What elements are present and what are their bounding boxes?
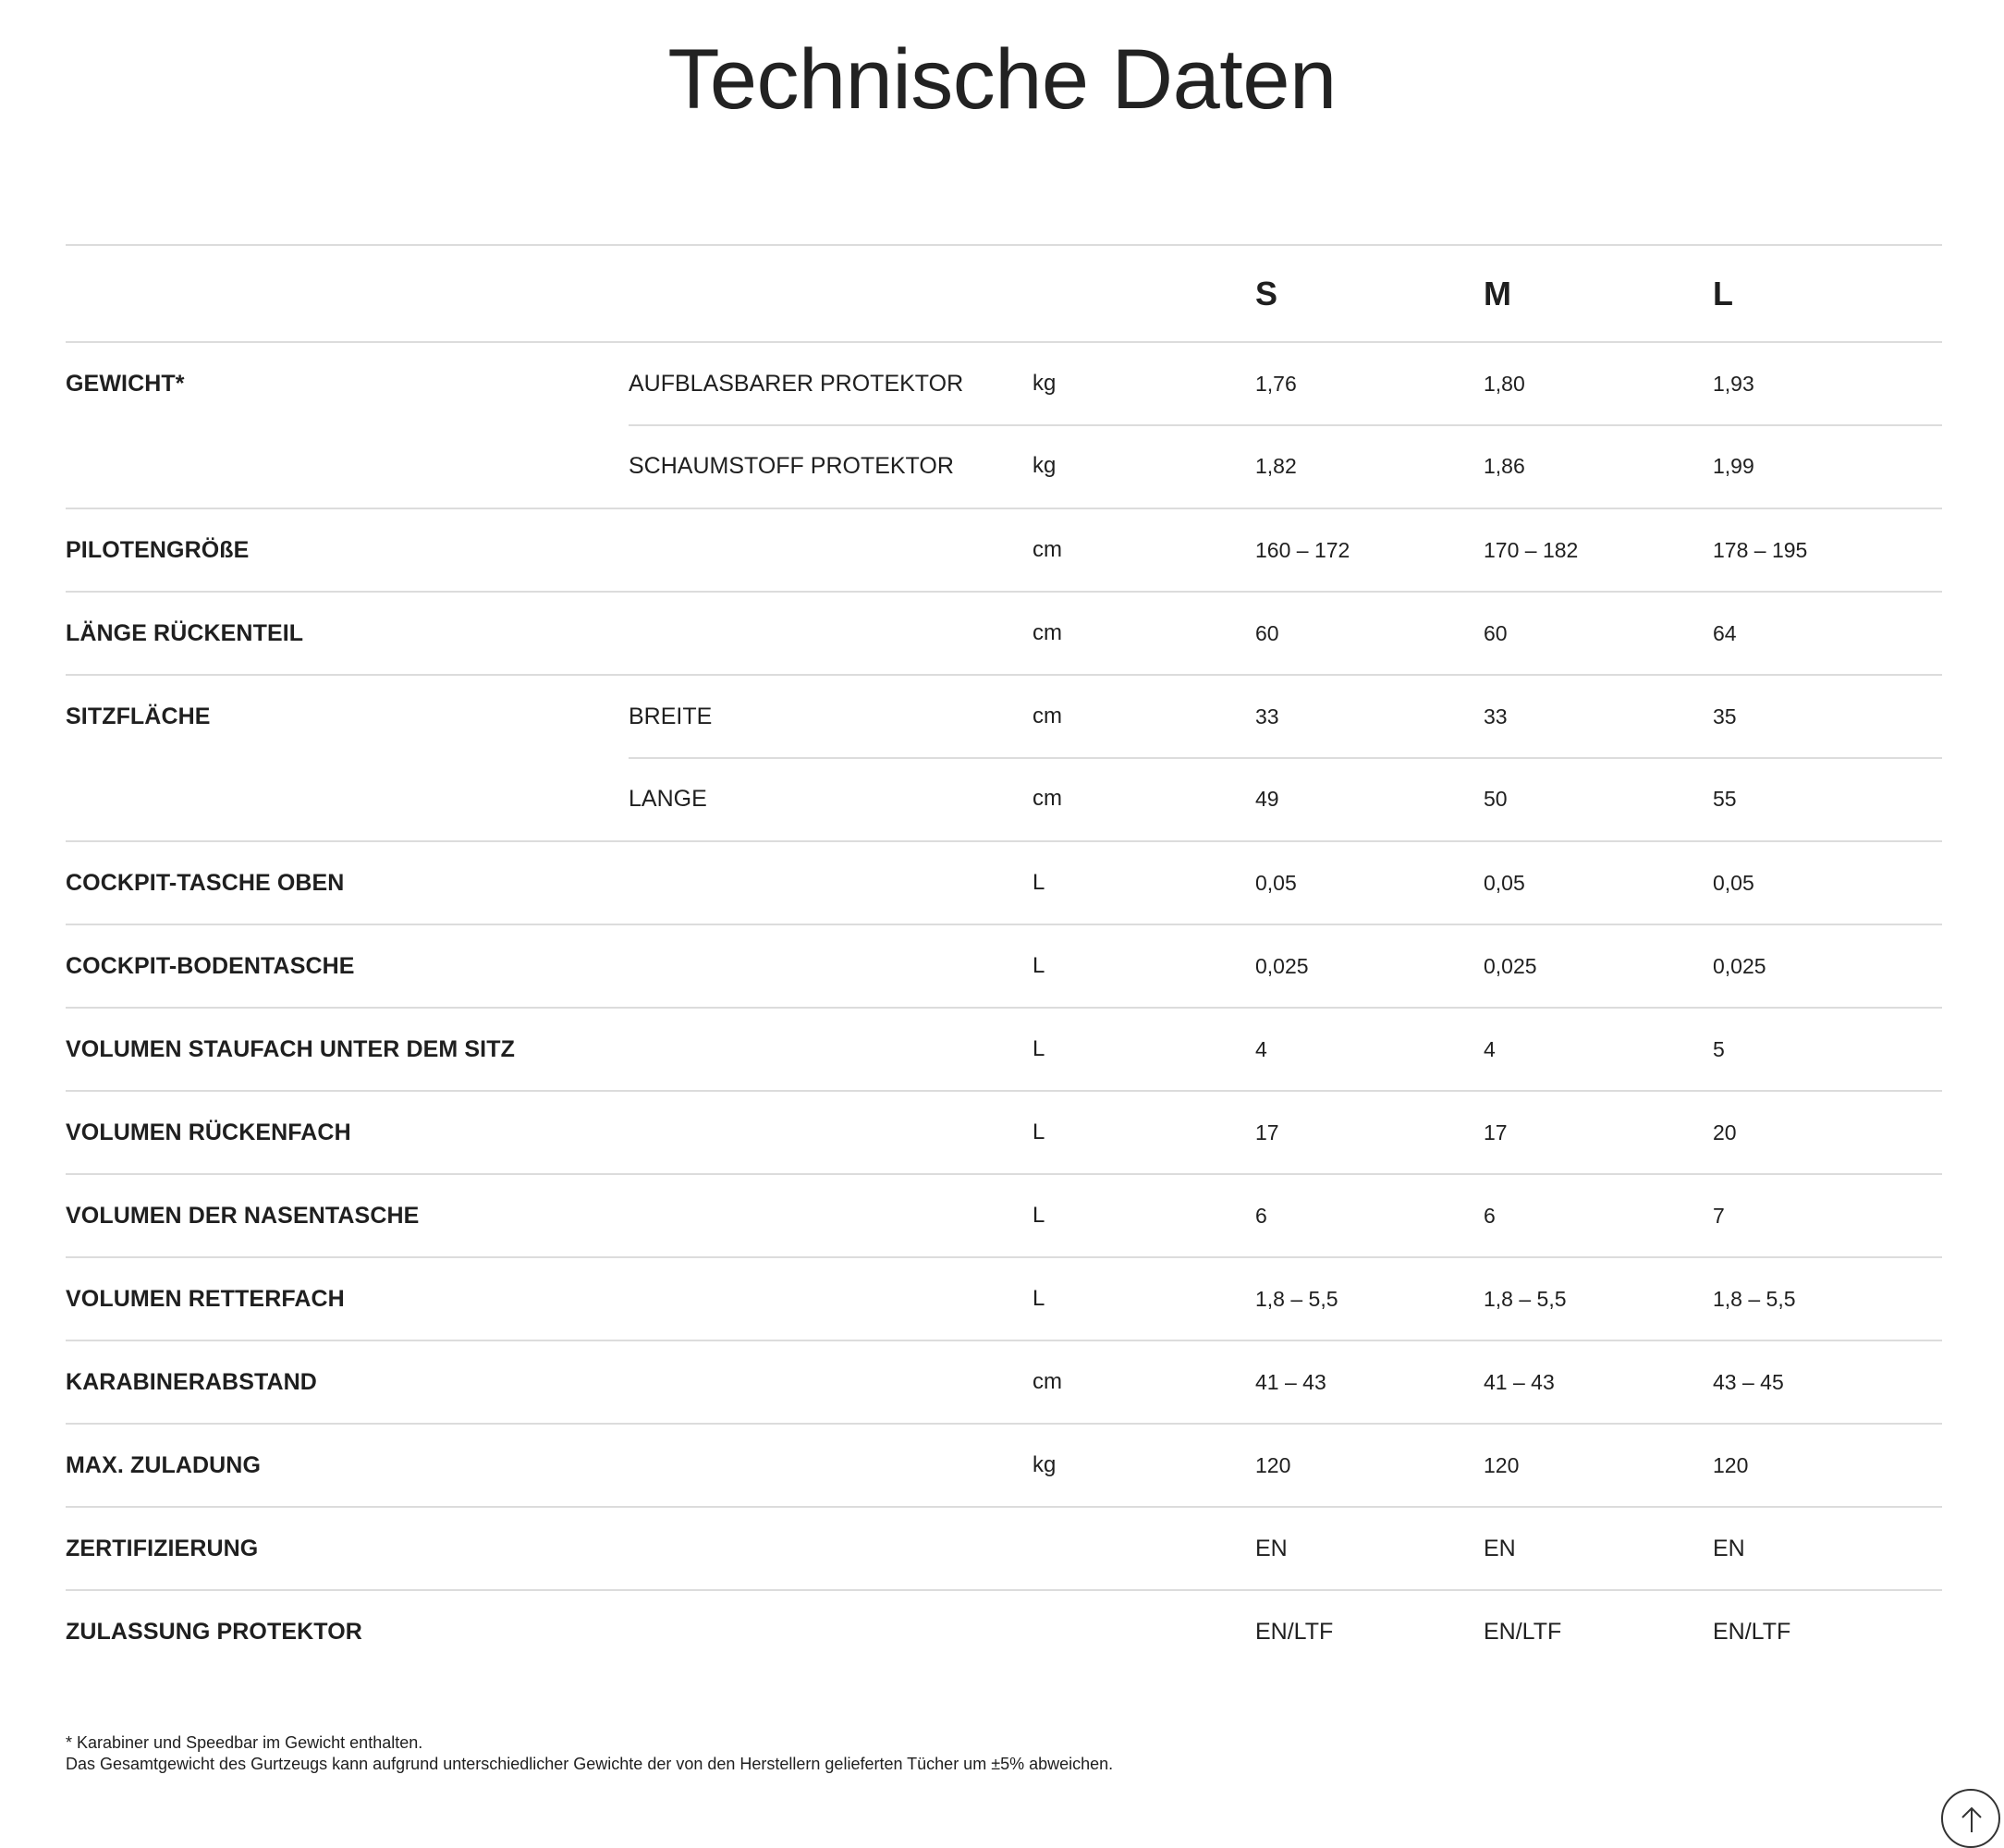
row-sublabel: LANGE bbox=[629, 785, 707, 812]
table-row bbox=[66, 840, 1942, 924]
value-m: 1,8 – 5,5 bbox=[1484, 1286, 1567, 1311]
table-row bbox=[66, 1173, 1942, 1256]
value-l: EN/LTF bbox=[1713, 1618, 1791, 1645]
table-row bbox=[66, 674, 1942, 757]
value-s: 120 bbox=[1255, 1452, 1291, 1477]
row-sublabel: AUFBLASBARER PROTEKTOR bbox=[629, 370, 964, 397]
row-label: ZULASSUNG PROTEKTOR bbox=[66, 1618, 362, 1645]
value-m: 4 bbox=[1484, 1036, 1496, 1061]
footnote-line: Das Gesamtgewicht des Gurtzeugs kann aufgrund unterschiedlicher Gewichte der von den Herstellern gelieferten Tücher um ±5% abweichen. bbox=[66, 1755, 1114, 1773]
value-s: 1,76 bbox=[1255, 371, 1297, 396]
value-m: 120 bbox=[1484, 1452, 1520, 1477]
size-header-l: L bbox=[1713, 274, 1733, 312]
row-unit: kg bbox=[1033, 453, 1057, 478]
footnote bbox=[66, 1732, 1113, 1775]
page-title: Technische Daten bbox=[667, 32, 1337, 127]
row-unit: L bbox=[1033, 1120, 1045, 1144]
value-l: 178 – 195 bbox=[1713, 537, 1808, 562]
row-label: KARABINERABSTAND bbox=[66, 1368, 317, 1395]
table-header-row bbox=[66, 244, 1942, 341]
value-s: 17 bbox=[1255, 1120, 1279, 1144]
value-l: 0,025 bbox=[1713, 953, 1766, 978]
value-m: 0,025 bbox=[1484, 953, 1537, 978]
row-label: VOLUMEN RÜCKENFACH bbox=[66, 1119, 351, 1145]
value-m: 50 bbox=[1484, 786, 1508, 811]
row-unit: L bbox=[1033, 1286, 1045, 1311]
row-unit: cm bbox=[1033, 786, 1062, 811]
value-l: 64 bbox=[1713, 620, 1737, 645]
row-label: VOLUMEN RETTERFACH bbox=[66, 1285, 345, 1312]
value-l: 0,05 bbox=[1713, 870, 1754, 895]
row-label: VOLUMEN DER NASENTASCHE bbox=[66, 1202, 420, 1229]
table-row bbox=[66, 1589, 1942, 1672]
table-row bbox=[66, 1090, 1942, 1173]
value-l: 55 bbox=[1713, 786, 1737, 811]
table-row bbox=[66, 1007, 1942, 1090]
row-label: COCKPIT-TASCHE OBEN bbox=[66, 869, 345, 896]
value-s: 6 bbox=[1255, 1203, 1267, 1228]
value-m: EN/LTF bbox=[1484, 1618, 1562, 1645]
value-l: 43 – 45 bbox=[1713, 1369, 1784, 1394]
value-l: EN bbox=[1713, 1535, 1745, 1561]
row-unit: kg bbox=[1033, 1452, 1057, 1477]
value-s: EN bbox=[1255, 1535, 1288, 1561]
value-s: EN/LTF bbox=[1255, 1618, 1334, 1645]
table-row bbox=[66, 1423, 1942, 1506]
table-row bbox=[66, 341, 1942, 424]
value-m: EN bbox=[1484, 1535, 1516, 1561]
value-s: 1,8 – 5,5 bbox=[1255, 1286, 1338, 1311]
value-m: 0,05 bbox=[1484, 870, 1525, 895]
value-s: 160 – 172 bbox=[1255, 537, 1350, 562]
value-m: 33 bbox=[1484, 704, 1508, 728]
value-s: 0,025 bbox=[1255, 953, 1309, 978]
row-sublabel: SCHAUMSTOFF PROTEKTOR bbox=[629, 452, 954, 479]
row-label: MAX. ZULADUNG bbox=[66, 1451, 262, 1478]
value-s: 41 – 43 bbox=[1255, 1369, 1326, 1394]
scroll-to-top-button[interactable] bbox=[1941, 1789, 2000, 1848]
row-unit: cm bbox=[1033, 1369, 1062, 1394]
row-unit: cm bbox=[1033, 537, 1062, 562]
row-unit: cm bbox=[1033, 620, 1062, 645]
value-l: 1,8 – 5,5 bbox=[1713, 1286, 1796, 1311]
value-m: 60 bbox=[1484, 620, 1508, 645]
value-s: 49 bbox=[1255, 786, 1279, 811]
size-header-s: S bbox=[1255, 274, 1278, 312]
row-label: SITZFLÄCHE bbox=[66, 703, 211, 729]
row-label: COCKPIT-BODENTASCHE bbox=[66, 952, 355, 979]
row-unit: L bbox=[1033, 1036, 1045, 1061]
spec-table bbox=[66, 244, 1942, 1672]
value-l: 7 bbox=[1713, 1203, 1725, 1228]
value-m: 170 – 182 bbox=[1484, 537, 1579, 562]
value-m: 6 bbox=[1484, 1203, 1496, 1228]
value-s: 60 bbox=[1255, 620, 1279, 645]
row-unit: L bbox=[1033, 870, 1045, 895]
value-l: 120 bbox=[1713, 1452, 1749, 1477]
value-l: 1,93 bbox=[1713, 371, 1754, 396]
table-row bbox=[66, 508, 1942, 591]
table-row bbox=[66, 1340, 1942, 1423]
value-l: 20 bbox=[1713, 1120, 1737, 1144]
row-label: GEWICHT* bbox=[66, 370, 185, 397]
value-s: 1,82 bbox=[1255, 453, 1297, 478]
value-l: 35 bbox=[1713, 704, 1737, 728]
row-label: VOLUMEN STAUFACH UNTER DEM SITZ bbox=[66, 1035, 515, 1062]
size-header-m: M bbox=[1484, 274, 1511, 312]
value-l: 1,99 bbox=[1713, 453, 1754, 478]
table-row bbox=[66, 757, 1942, 840]
value-s: 33 bbox=[1255, 704, 1279, 728]
row-label: LÄNGE RÜCKENTEIL bbox=[66, 619, 304, 646]
table-row bbox=[66, 424, 1942, 508]
value-m: 17 bbox=[1484, 1120, 1508, 1144]
value-l: 5 bbox=[1713, 1036, 1725, 1061]
row-sublabel: BREITE bbox=[629, 703, 713, 729]
row-unit: kg bbox=[1033, 371, 1057, 396]
table-row bbox=[66, 591, 1942, 674]
row-unit: L bbox=[1033, 953, 1045, 978]
row-label: PILOTENGRÖßE bbox=[66, 536, 250, 563]
row-unit: cm bbox=[1033, 704, 1062, 728]
arrow-up-icon bbox=[1960, 1805, 1984, 1833]
value-s: 0,05 bbox=[1255, 870, 1297, 895]
value-s: 4 bbox=[1255, 1036, 1267, 1061]
value-m: 1,80 bbox=[1484, 371, 1525, 396]
row-label: ZERTIFIZIERUNG bbox=[66, 1535, 259, 1561]
value-m: 1,86 bbox=[1484, 453, 1525, 478]
value-m: 41 – 43 bbox=[1484, 1369, 1555, 1394]
table-row bbox=[66, 1256, 1942, 1340]
table-row bbox=[66, 924, 1942, 1007]
row-unit: L bbox=[1033, 1203, 1045, 1228]
table-row bbox=[66, 1506, 1942, 1589]
footnote-line: * Karabiner und Speedbar im Gewicht enthalten. bbox=[66, 1733, 423, 1752]
